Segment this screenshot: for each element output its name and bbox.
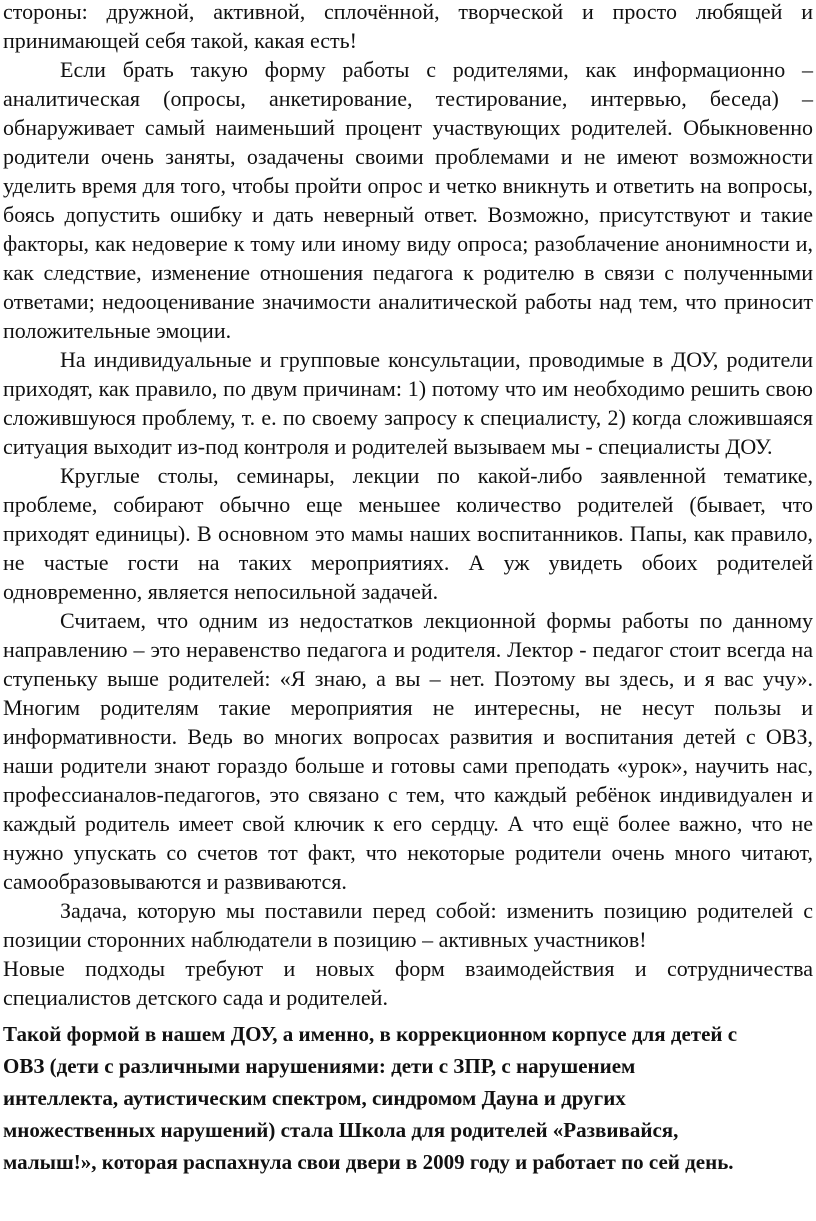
bold-line: Такой формой в нашем ДОУ, а именно, в коррекционном корпусе для детей с <box>3 1022 738 1046</box>
paragraph-round-tables: Круглые столы, семинары, лекции по какой-либо заявленной тематике, проблеме, собирают обычно еще меньшее количество родителей (бывает, что приходят единицы). В основном это мамы наших воспитанников. Папы, как правило, не частые гости на таких мероприятиях. А уж увидеть обоих родителей одновременно, является непосильной задачей. <box>3 463 813 604</box>
paragraph-continuation: стороны: дружной, активной, сплочённой, творческой и просто любящей и принимающей себя такой, какая есть! <box>3 0 813 53</box>
paragraph-new-approaches: Новые подходы требуют и новых форм взаимодействия и сотрудничества специалистов детского сада и родителей. <box>3 956 813 1010</box>
bold-line: множественных нарушений) стала Школа для родителей «Развивайся, <box>3 1118 679 1142</box>
bold-line: малыш!», которая распахнула свои двери в 2009 году и работает по сей день. <box>3 1150 734 1174</box>
paragraph-task: Задача, которую мы поставили перед собой: изменить позицию родителей с позиции сторонних наблюдатели в позицию – активных участников! <box>3 898 813 952</box>
bold-line: интеллекта, аутистическим спектром, синдромом Дауна и других <box>3 1086 626 1110</box>
bold-line: ОВЗ (дети с различными нарушениями: дети с ЗПР, с нарушением <box>3 1054 636 1078</box>
paragraph-lecture-drawbacks: Считаем, что одним из недостатков лекционной формы работы по данному направлению – это неравенство педагога и родителя. Лектор - педагог стоит всегда на ступеньку выше родителей: «Я знаю, а вы – нет. Поэтому вы здесь, и я вас учу». Многим родителям такие мероприятия не интересны, не несут пользы и информативности. Ведь во многих вопросах развития и воспитания детей с ОВЗ, наши родители знают гораздо больше и готовы сами преподать «урок», научить нас, профессианалов-педагогов, это связано с тем, что каждый ребёнок индивидуален и каждый родитель имеет свой ключик к его сердцу. А что ещё более важно, что не нужно упускать со счетов тот факт, что некоторые родители очень много читают, самообразовываются и развиваются. <box>3 608 813 894</box>
bold-school-for-parents <box>3 1018 813 1178</box>
paragraph-consultations: На индивидуальные и групповые консультации, проводимые в ДОУ, родители приходят, как правило, по двум причинам: 1) потому что им необходимо решить свою сложившуюся проблему, т. е. по своему запросу к специалисту, 2) когда сложившаяся ситуация выходит из-под контроля и родителей вызываем мы - специалисты ДОУ. <box>3 347 813 459</box>
paragraph-information-analytical: Если брать такую форму работы с родителями, как информационно – аналитическая (опросы, анкетирование, тестирование, интервью, беседа) – обнаруживает самый наименьший процент участвующих родителей. Обыкновенно родители очень заняты, озадачены своими проблемами и не имеют возможности уделить время для того, чтобы пройти опрос и четко вникнуть и ответить на вопросы, боясь допустить ошибку и дать неверный ответ. Возможно, присутствуют и такие факторы, как недоверие к тому или иному виду опроса; разоблачение анонимности и, как следствие, изменение отношения педагога к родителю в связи с полученными ответами; недооценивание значимости аналитической работы над тем, что приносит положительные эмоции. <box>3 57 813 343</box>
